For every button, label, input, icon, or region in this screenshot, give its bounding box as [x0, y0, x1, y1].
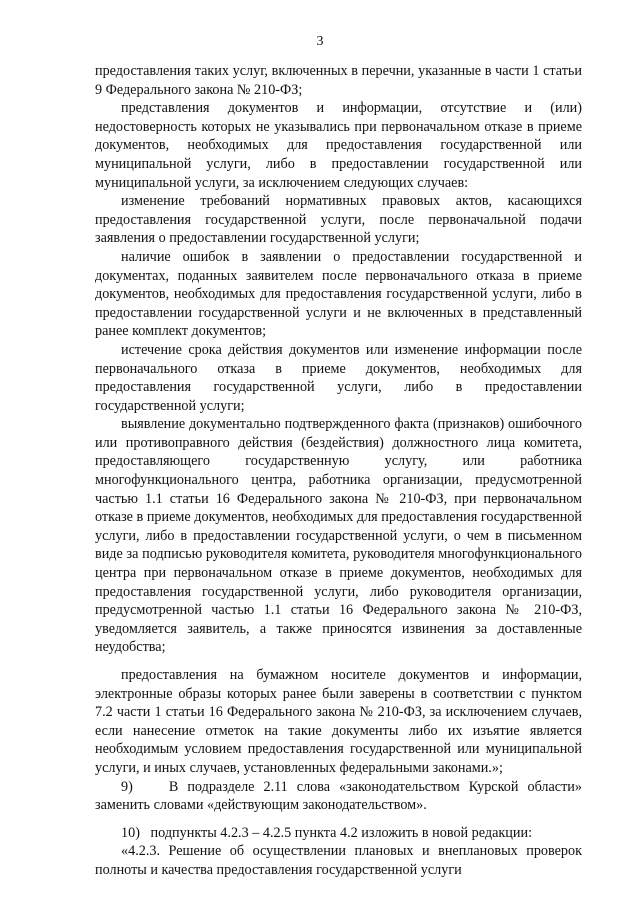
paragraph-4-2-3: «4.2.3. Решение об осуществлении плановых и внеплановых проверок полноты и качества предоставления государственной услуги	[95, 843, 582, 878]
paragraph-documents-expiry: истечение срока действия документов или изменение информации после первоначального отказа в приеме документов, необходимых для предоставления государственной услуги, либо в предоставлении государственной услуги;	[95, 341, 582, 414]
paragraph-application-errors: наличие ошибок в заявлении о предоставлении государственной и документах, поданных заявителем после первоначального отказа в приеме документов, необходимых для предоставления государственной услуги, либо в предоставлении государственной услуги и не включенных в представленный ранее комплект документов;	[95, 248, 582, 340]
paragraph-services-list: предоставления таких услуг, включенных в перечни, указанные в части 1 статьи 9 Федерального закона № 210-ФЗ;	[95, 63, 582, 98]
paragraph-wrongful-action: выявление документально подтвержденного факта (признаков) ошибочного или противоправного действия (бездействия) должностного лица комитета, предоставляющего государственную услугу, или работника многофункционального центра, работника организации, предусмотренной частью 1.1 статьи 16 Федерального закона № 210-ФЗ, при первоначальном отказе в приеме документов, необходимых для предоставления государственной услуги, либо в предоставлении государственной услуги, о чем в письменном виде за подписью руководителя комитета, руководителя многофункционального центра при первоначальном отказе в приеме документов, необходимых для предоставления государственной услуги, либо руководителя организации, предусмотренной частью 1.1 статьи 16 Федерального закона № 210-ФЗ, уведомляется заявитель, а также приносятся извинения за доставленные неудобства;	[95, 416, 582, 656]
paragraph-item-10: 10) подпункты 4.2.3 – 4.2.5 пункта 4.2 изложить в новой редакции:	[121, 824, 533, 841]
paragraph-documents-presentation: представления документов и информации, отсутствие и (или) недостоверность которых не указывались при первоначальном отказе в приеме документов, необходимых для предоставления государственной или муниципальной услуги, либо в предоставлении государственной или муниципальной услуги, за исключением следующих случаев:	[95, 100, 582, 191]
paragraph-requirements-change: изменение требований нормативных правовых актов, касающихся предоставления государственной услуги, после первоначальной подачи заявления о предоставлении государственной услуги;	[95, 193, 582, 247]
paragraph-paper-documents: предоставления на бумажном носителе документов и информации, электронные образы которых ранее были заверены в соответствии с пунктом 7.2 части 1 статьи 16 Федерального закона № 210-ФЗ, за исключением случаев, если нанесение отметок на такие документы либо их изъятие является необходимым условием предоставления государственной или муниципальной услуги, и иных случаев, установленных федеральными законами.»;	[95, 667, 582, 776]
paragraph-item-9: 9) В подразделе 2.11 слова «законодательством Курской области» заменить словами «действующим законодательством».	[95, 778, 582, 814]
document-body	[95, 62, 582, 880]
page-number: 3	[316, 34, 324, 49]
